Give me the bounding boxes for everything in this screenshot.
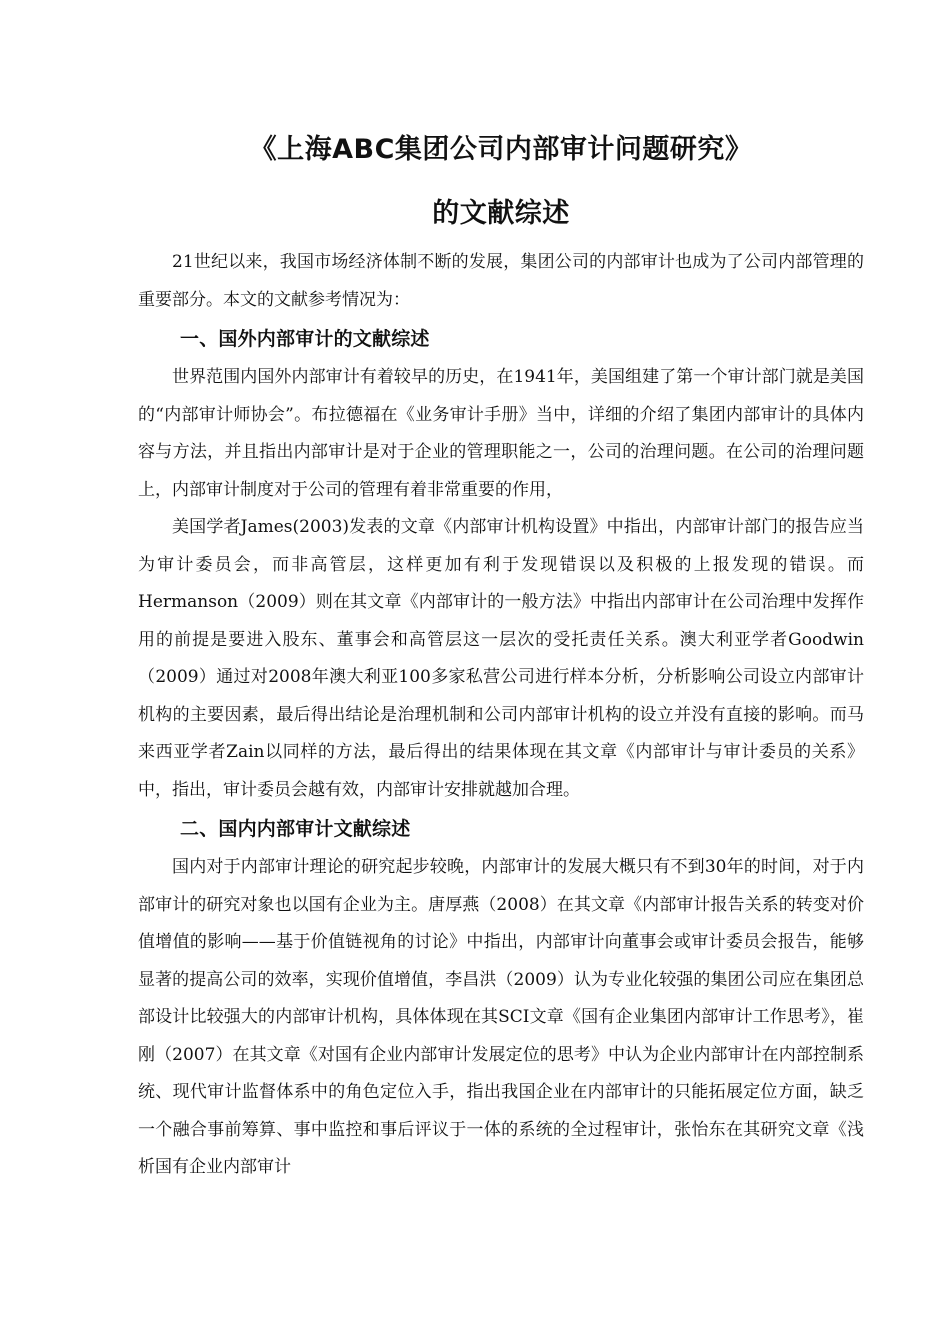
section-2-heading: 二、国内内部审计文献综述 <box>180 818 411 840</box>
document-title-line-1: 《上海ABC集团公司内部审计问题研究》 <box>249 134 753 165</box>
section-1-heading: 一、国外内部审计的文献综述 <box>180 328 430 350</box>
section-1-paragraph-2: 美国学者James(2003)发表的文章《内部审计机构设置》中指出，内部审计部门的报告应当为审计委员会，而非高管层，这样更加有利于发现错误以及积极的上报发现的错误。而Hermanson（2009）则在其文章《内部审计的一般方法》中指出内部审计在公司治理中发挥作用的前提是要进入股东、董事会和高管层这一层次的受托责任关系。澳大利亚学者Goodwin（2009）通过对2008年澳大利亚100多家私营公司进行样本分析，分析影响公司设立内部审计机构的主要因素，最后得出结论是治理机制和公司内部审计机构的设立并没有直接的影响。而马来西亚学者Zain以同样的方法，最后得出的结果体现在其文章《内部审计与审计委员的关系》中，指出，审计委员会越有效，内部审计安排就越加合理。 <box>138 517 864 800</box>
document-content <box>138 118 864 1187</box>
section-1-paragraph-1: 世界范围内国外内部审计有着较早的历史，在1941年，美国组建了第一个审计部门就是美国的“内部审计师协会”。布拉德福在《业务审计手册》当中，详细的介绍了集团内部审计的具体内容与方法，并且指出内部审计是对于企业的管理职能之一，公司的治理问题。在公司的治理问题上，内部审计制度对于公司的管理有着非常重要的作用， <box>138 367 864 500</box>
section-2-paragraph-1: 国内对于内部审计理论的研究起步较晚，内部审计的发展大概只有不到30年的时间，对于内部审计的研究对象也以国有企业为主。唐厚燕（2008）在其文章《内部审计报告关系的转变对价值增值的影响——基于价值链视角的讨论》中指出，内部审计向董事会或审计委员会报告，能够显著的提高公司的效率，实现价值增值，李昌洪（2009）认为专业化较强的集团公司应在集团总部设计比较强大的内部审计机构，具体体现在其SCI文章《国有企业集团内部审计工作思考》，崔刚（2007）在其文章《对国有企业内部审计发展定位的思考》中认为企业内部审计在内部控制系统、现代审计监督体系中的角色定位入手，指出我国企业在内部审计的只能拓展定位方面，缺乏一个融合事前筹算、事中监控和事后评议于一体的系统的全过程审计，张怡东在其研究文章《浅析国有企业内部审计 <box>138 857 864 1177</box>
document-title-line-2: 的文献综述 <box>432 198 570 229</box>
intro-paragraph: 21世纪以来，我国市场经济体制不断的发展，集团公司的内部审计也成为了公司内部管理的重要部分。本文的文献参考情况为： <box>138 252 864 310</box>
